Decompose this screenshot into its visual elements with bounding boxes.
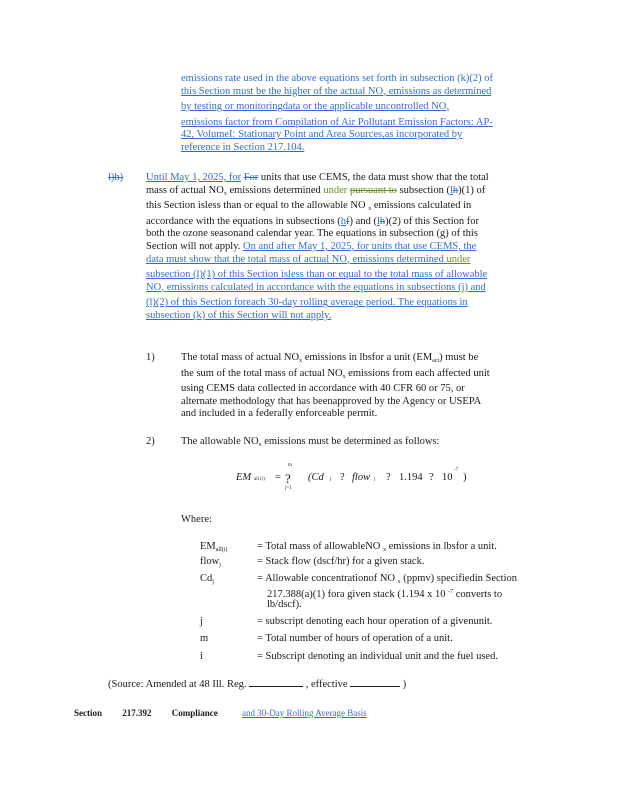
definition-symbol: flow$_j$ bbox=[200, 556, 221, 568]
definition-text: = Subscript denoting an individual unit and the fuel used. bbox=[257, 651, 498, 662]
definition-text: = Total mass of allowableNO $_x$ emissions in lbsfor a unit. bbox=[257, 541, 497, 553]
subsection-label: l)h) bbox=[108, 172, 124, 183]
definition-symbol: j bbox=[200, 616, 203, 627]
item-1-text bbox=[181, 352, 531, 421]
item-2-number: 2) bbox=[146, 436, 155, 447]
definition-text-cont: lb/dscf). bbox=[267, 599, 302, 610]
block1-line: emissions rate used in the above equations set forth in subsection (k)(2) of bbox=[181, 73, 494, 84]
block1-line: by testing or monitoringdata or the applicable uncontrolled $NO_x$ bbox=[181, 101, 450, 114]
item1-line: the sum of the total mass of actual $NO_x$ emissions from each affected unit bbox=[181, 367, 490, 380]
block2-line: mass of actual $NO_x$ emissions determined under pursuant to subsection (lh)(1) of bbox=[146, 184, 486, 197]
block2-line: subsection (k) of this Section will not apply. bbox=[146, 309, 332, 321]
block2-line: $NO_x$ emissions calculated in accordance with the equations in subsections (j) and bbox=[146, 281, 486, 294]
block2-line: Until May 1, 2025, for For units that use CEMS, the data must show that the total bbox=[146, 172, 489, 183]
block1-line: this Section must be the higher of the actual $NO_x$ emissions as determined bbox=[181, 85, 492, 98]
where-label: Where: bbox=[181, 514, 212, 525]
section-word: Section bbox=[74, 708, 102, 718]
next-section-heading bbox=[74, 708, 367, 718]
definition-text: = Stack flow (dscf/hr) for a given stack. bbox=[257, 556, 425, 567]
block2-line: accordance with the equations in subsections (hf) and (lh)(2) of this Section for bbox=[146, 215, 480, 227]
block2-line: subsection (l)(1) of this Section isless than or equal to the total mass of allowable bbox=[146, 269, 488, 281]
item1-line: using CEMS data collected in accordance with 40 CFR 60 or 75, or bbox=[181, 383, 465, 395]
block2-line: Section will not apply. On and after May 1, 2025, for units that use CEMS, the bbox=[146, 240, 477, 252]
block1-line: 42, VolumeI: Stationary Point and Area Sources,as incorporated by bbox=[181, 129, 463, 141]
item1-line: and included in a federally enforceable permit. bbox=[181, 408, 378, 420]
section-number: 217.392 bbox=[122, 708, 152, 718]
item1-line: The total mass of actual $NO_x$ emissions in lbsfor a unit $(EM_{act})$ must be bbox=[181, 352, 479, 364]
definition-text-cont: 217.388(a)(1) fora given stack (1.194 x 10 $^{-7}$ converts to bbox=[267, 589, 503, 600]
block2-line: data must show that the total mass of actual $NO_x$ emissions determined under bbox=[146, 253, 471, 266]
definition-text: = Allowable concentrationof NO $_x$ (ppmv) specifiedin Section bbox=[257, 573, 517, 585]
item-1-number: 1) bbox=[146, 352, 155, 363]
definition-text: = subscript denoting each hour operation of a givenunit. bbox=[257, 616, 493, 627]
register-blank bbox=[249, 686, 303, 687]
block1-line: reference in Section 217.104. bbox=[181, 141, 305, 153]
equation: EM all (i) = m ? j=1 (Cd j ? flow j ? 1.194 ? 10 -7 ) bbox=[236, 463, 467, 491]
block2-line: both the ozone seasonand calendar year. The equations in subsection (g) of this bbox=[146, 228, 478, 240]
definition-symbol: $Cd_j$ bbox=[200, 573, 214, 585]
definition-symbol: $EM_{all(i)}$ bbox=[200, 541, 228, 553]
definition-symbol: m bbox=[200, 633, 209, 644]
block2-line: (l)(2) of this Section foreach 30-day rolling average period. The equations in bbox=[146, 297, 468, 309]
item1-line: alternate methodology that has beenapproved by the Agency or USEPA bbox=[181, 395, 482, 407]
definition-text: = Total number of hours of operation of a unit. bbox=[257, 633, 453, 644]
section-title: Compliance bbox=[171, 708, 218, 718]
paragraph-compliance-cems bbox=[146, 172, 538, 323]
paragraph-emission-factor bbox=[181, 73, 539, 155]
block2-line: this Section isless than or equal to the allowable NO $_x$ emissions calculated in bbox=[146, 200, 472, 213]
definition-symbol: i bbox=[200, 651, 203, 662]
item-2-text: The allowable $NO_x$ emissions must be determined as follows: bbox=[181, 436, 440, 448]
effective-date-blank bbox=[350, 686, 400, 687]
block1-line: emissions factor from Compilation of Air Pollutant Emission Factors: AP- bbox=[181, 116, 493, 128]
source-note: (Source: Amended at 48 Ill. Reg. , effective ) bbox=[108, 679, 407, 690]
section-title-insert: and 30-Day Rolling Average Basis bbox=[242, 708, 367, 718]
